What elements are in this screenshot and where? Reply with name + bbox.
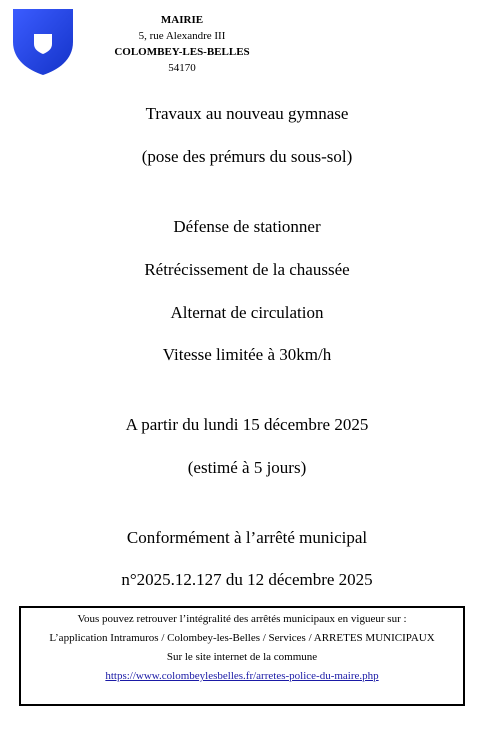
header-postcode: 54170 [168, 62, 196, 74]
rule-no-parking: Défense de stationner [173, 217, 321, 236]
info-line-3: Sur le site internet de la commune [166, 651, 318, 663]
decree-intro: Conformément à l’arrêté municipal [126, 528, 368, 547]
rule-speed-limit: Vitesse limitée à 30km/h [162, 345, 332, 364]
start-date: A partir du lundi 15 décembre 2025 [125, 415, 369, 434]
work-detail: (pose des prémurs du sous-sol) [141, 147, 353, 166]
decree-reference: n°2025.12.127 du 12 décembre 2025 [121, 570, 373, 589]
header-street: 5, rue Alexandre III [138, 30, 226, 42]
info-box [19, 606, 465, 706]
municipal-shield-icon [12, 8, 74, 76]
duration: (estimé à 5 jours) [187, 458, 307, 477]
rule-alternating-traffic: Alternat de circulation [170, 303, 324, 322]
town-hall-header [92, 12, 272, 76]
rule-narrowing: Rétrécissement de la chaussée [144, 260, 350, 279]
decrees-link[interactable]: https://www.colombeylesbelles.fr/arretes-police-du-maire.php [105, 670, 379, 682]
header-title: MAIRIE [160, 14, 204, 26]
info-line-2: L’application Intramuros / Colombey-les-Belles / Services / ARRETES MUNICIPAUX [49, 632, 435, 644]
work-title: Travaux au nouveau gymnase [145, 104, 349, 123]
header-town: COLOMBEY-LES-BELLES [114, 46, 250, 58]
info-line-1: Vous pouvez retrouver l’intégralité des arrêtés municipaux en vigueur sur : [77, 613, 407, 625]
